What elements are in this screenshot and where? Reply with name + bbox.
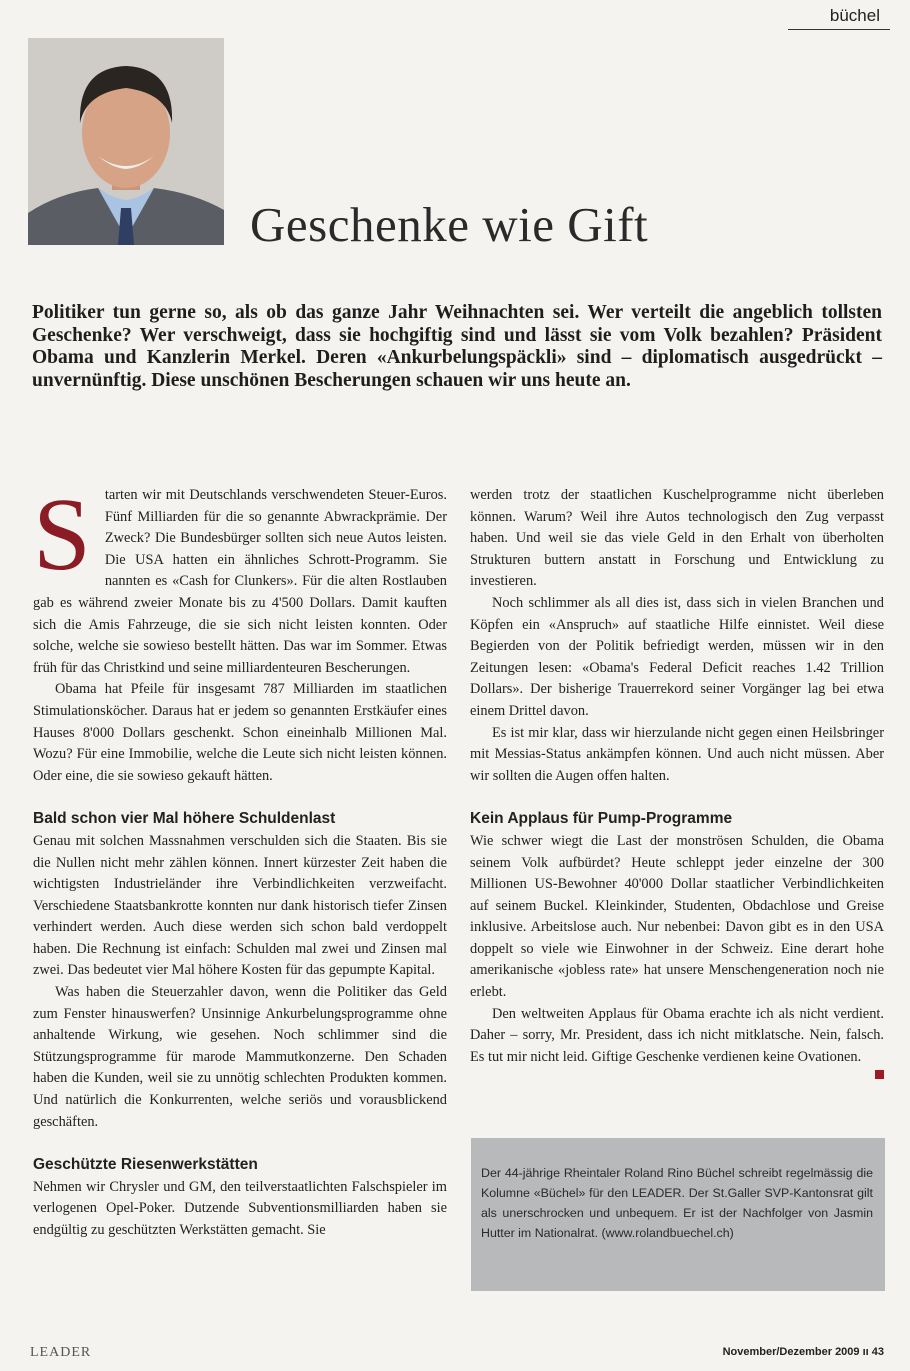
author-bio-box [471,1138,885,1291]
end-of-article-square-icon [875,1070,884,1079]
body-paragraph: Was haben die Steuerzahler davon, wenn die Politiker das Geld zum Fenster hinauswerfen? Unsinnige Ankurbelungsprogramme ohne anhaltende Wirkung, wie gesehen. Noch schlimmer sind die Stützungsprogramme für marode Mammutkonzerne. Den Schaden haben die Kunden, weil sie zu unnötig schlechten Produkten kommen. Und natürlich die Konkurrenten, welche seriös und vorausblickend geschäften. [33,984,447,1130]
article-lead: Politiker tun gerne so, als ob das ganze Jahr Weihnachten sei. Wer verteilt die angeblich tollsten Geschenke? Wer verschweigt, dass sie hochgiftig sind und lässt sie vom Volk bezahlen? Präsident Obama und Kanzlerin Merkel. Deren «Ankurbelungspäckli» sind – diplomatisch ausgedrückt – unvernünftig. Diese unschönen Bescherungen schauen wir uns heute an. [32,302,882,391]
right-column [470,485,884,1081]
subheading: Kein Applaus für Pump-Programme [470,810,733,828]
body-paragraph: Wie schwer wiegt die Last der monströsen Schulden, die Obama seinem Volk aufbürdet? Heute schleppt jeder einzelne der 300 Millionen US-Bewohner 40'000 Dollar staatlicher Verbindlichkeiten auf seinem Buckel. Kleinkinder, Studenten, Obdachlose und Greise inklusive. Arbeitslose auch. Nur nebenbei: Davon gibt es in den USA doppelt so viele wie Einwohner in der Schweiz. Eine derart hohe amerikanische «jobless rate» hat unsere Menschengeneration noch nie erlebt. [470,832,884,1001]
footer-issue-page: November/Dezember 2009 ıı 43 [722,1346,884,1358]
drop-cap: S [33,477,91,592]
section-tag [770,4,910,30]
body-paragraph: werden trotz der staatlichen Kuschelprogramme nicht überleben können. Warum? Weil ihre Autos technologisch den Zug verpasst haben. Und weil sie das viele Geld in den Erhalt von überholten Strukturen buttern anstatt in Forschung und Entwicklung zu investieren. [470,487,884,590]
author-portrait [28,38,224,245]
body-paragraph: Nehmen wir Chrysler und GM, den teilverstaatlichten Falschspieler im verlogenen Opel-Poker. Dutzende Subventionsmilliarden haben sie endgültig zu geschützten Werkstätten gemacht. Sie [33,1178,447,1238]
subheading: Geschützte Riesenwerkstätten [33,1156,258,1174]
footer-magazine-name: LEADER [30,1345,92,1360]
article-title: Geschenke wie Gift [250,197,649,252]
header-rule [788,29,890,30]
body-paragraph: Den weltweiten Applaus für Obama erachte ich als nicht verdient. Daher – sorry, Mr. President, dass ich nicht mitklatsche. Nein, falsch. Es tut mir nicht leid. Giftige Geschenke verdienen keine Ovationen. [470,1005,884,1065]
body-paragraph: Es ist mir klar, dass wir hierzulande nicht gegen einen Heilsbringer mit Messias-Status ankämpfen können. Und auch nicht müssen. Aber wir sollten die Augen offen halten. [470,724,884,784]
subheading: Bald schon vier Mal höhere Schuldenlast [33,810,336,828]
body-paragraph: Obama hat Pfeile für insgesamt 787 Milliarden im staatlichen Stimulationsköcher. Daraus hat er jedem so genannten Erstkäufer eines Hauses 8'000 Dollars geschenkt. Schon eineinhalb Millionen Mal. Wozu? Für eine Immobilie, welche die Leute sich nicht leisten können. Oder eine, die sie sowieso gekauft hätten. [33,681,447,784]
body-paragraph: tarten wir mit Deutschlands verschwendeten Steuer-Euros. Fünf Milliarden für die so genannte Abwrackprämie. Der Zweck? Die Bundesbürger sollten sich neue Autos leisten. Die USA hatten ein ähnliches Schrott-Programm. Sie nannten es «Cash for Clunkers». Für die alten Rostlauben gab es während zweier Monate bis zu 4'500 Dollars. Damit kauften sich die Amis Fahrzeuge, die sie sich nicht leisten konnten. Oder solche, welche sie sowieso bestellt hätten. Das war im Sommer. Etwas früh für das Christkind und seine milliardenteuren Bescherungen. [33,487,447,676]
author-bio-text: Der 44-jährige Rheintaler Roland Rino Büchel schreibt regelmässig die Kolumne «Büchel» für den LEADER. Der St.Galler SVP-Kantonsrat gilt als unerschrocken und unbequem. Er ist der Nachfolger von Jasmin Hutter im Nationalrat. (www.rolandbuechel.ch) [481,1166,873,1240]
body-paragraph: Genau mit solchen Massnahmen verschulden sich die Staaten. Bis sie die Nullen nicht mehr zählen können. Innert kürzester Zeit haben die wichtigsten Industrieländer ihre Verbindlichkeiten verzweifacht. Verschiedene Staatsbankrotte konnten nur dank historisch tiefer Zinsen verhindert werden. Auch diese werden sich schon bald verdoppelt haben. Die Rechnung ist einfach: Schulden mal zwei und Zinsen mal zwei. Das bedeutet vier Mal höhere Kosten für das gepumpte Kapital. [33,832,447,979]
left-column [33,477,447,1242]
section-label: büchel [829,6,880,25]
portrait-illustration [28,38,224,245]
body-paragraph: Noch schlimmer als all dies ist, dass sich in vielen Branchen und Köpfen ein «Anspruch» auf staatliche Hilfe einnistet. Weil diese Begierden von der Politik befriedigt werden, müssen wir in den Zeitungen lesen: «Obama's Federal Deficit reaches 1.42 Trillion Dollars». Der bisherige Trauerrekord seiner Vorgänger lag bei etwa einem Drittel davon. [470,594,884,719]
